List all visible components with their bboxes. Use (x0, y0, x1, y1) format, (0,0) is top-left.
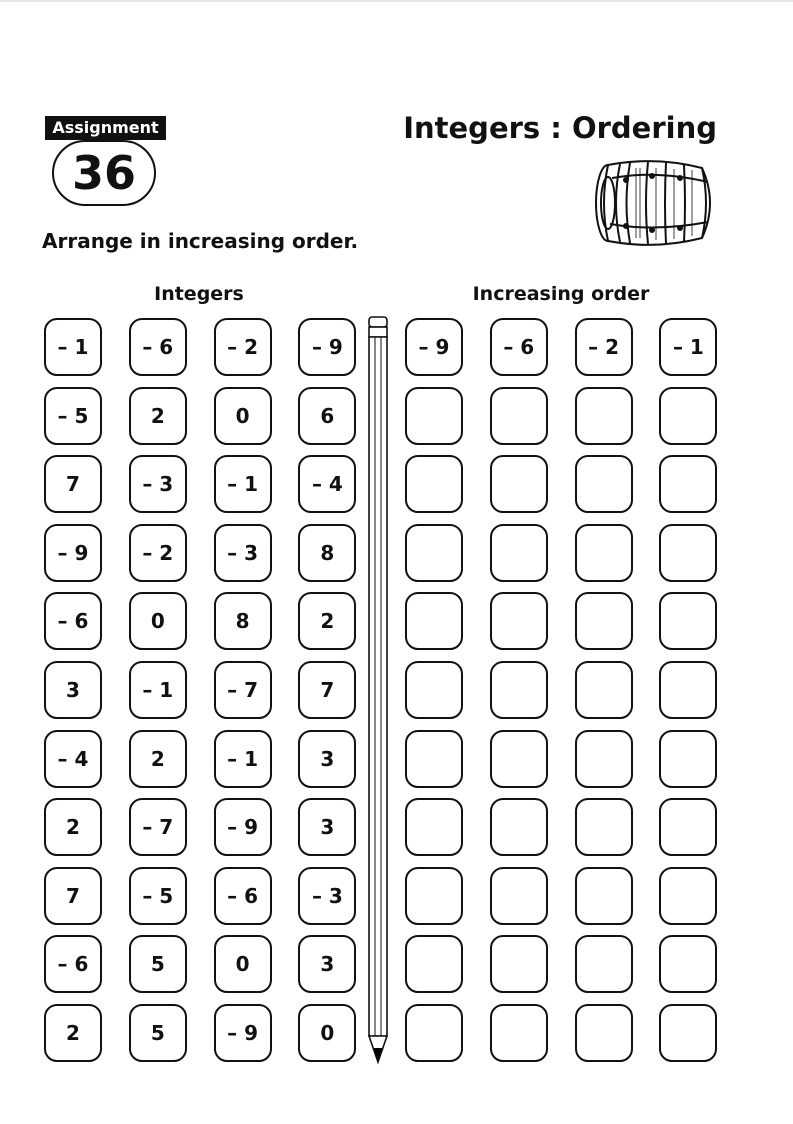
answer-box[interactable] (490, 867, 548, 925)
answer-box[interactable]: – 6 (490, 318, 548, 376)
answer-row (405, 661, 717, 719)
answer-box[interactable] (575, 1004, 633, 1062)
answer-row (405, 524, 717, 582)
answer-box[interactable] (490, 387, 548, 445)
integer-box: – 7 (129, 798, 187, 856)
answer-box[interactable] (405, 1004, 463, 1062)
answer-box[interactable] (490, 1004, 548, 1062)
answer-row (405, 592, 717, 650)
integer-row (44, 387, 356, 445)
integer-box: – 3 (214, 524, 272, 582)
integer-box: 0 (214, 387, 272, 445)
integer-box: – 6 (214, 867, 272, 925)
page-top-border (0, 0, 793, 2)
integer-row (44, 798, 356, 856)
answer-box[interactable] (659, 592, 717, 650)
integer-row (44, 455, 356, 513)
answer-box[interactable] (575, 387, 633, 445)
integer-box: – 9 (214, 1004, 272, 1062)
integer-row (44, 1004, 356, 1062)
integer-box: – 6 (44, 592, 102, 650)
integer-row (44, 935, 356, 993)
barrel-icon (590, 160, 720, 246)
answer-box[interactable] (405, 524, 463, 582)
answer-box[interactable] (405, 387, 463, 445)
integer-row (44, 661, 356, 719)
integer-box: 0 (214, 935, 272, 993)
answer-box[interactable] (575, 730, 633, 788)
integer-box: – 9 (44, 524, 102, 582)
answer-box[interactable] (405, 661, 463, 719)
integer-box: 7 (298, 661, 356, 719)
answer-row (405, 730, 717, 788)
answer-box[interactable] (659, 730, 717, 788)
answer-box[interactable] (490, 798, 548, 856)
integer-box: 7 (44, 867, 102, 925)
page-title: Integers : Ordering (403, 111, 717, 145)
answer-box[interactable]: – 1 (659, 318, 717, 376)
answer-box[interactable] (659, 387, 717, 445)
answer-row (405, 1004, 717, 1062)
answer-box[interactable] (490, 730, 548, 788)
integer-box: – 2 (214, 318, 272, 376)
integer-box: 0 (298, 1004, 356, 1062)
integer-row (44, 730, 356, 788)
integer-box: – 4 (298, 455, 356, 513)
answer-box[interactable] (575, 867, 633, 925)
integer-box: 2 (44, 1004, 102, 1062)
integer-box: – 1 (44, 318, 102, 376)
integer-box: 2 (129, 387, 187, 445)
answer-row (405, 867, 717, 925)
answer-box[interactable] (575, 798, 633, 856)
integer-box: 2 (129, 730, 187, 788)
answer-box[interactable] (490, 661, 548, 719)
answer-box[interactable] (405, 935, 463, 993)
answer-box[interactable] (490, 935, 548, 993)
integer-box: 3 (44, 661, 102, 719)
pencil-icon (366, 316, 390, 1068)
integer-box: 5 (129, 1004, 187, 1062)
answer-box[interactable] (575, 935, 633, 993)
integer-box: – 3 (129, 455, 187, 513)
integer-box: – 2 (129, 524, 187, 582)
answer-box[interactable] (659, 455, 717, 513)
answer-row (405, 798, 717, 856)
integer-box: 8 (214, 592, 272, 650)
answer-box[interactable] (659, 661, 717, 719)
assignment-number: 36 (52, 140, 156, 206)
integers-heading: Integers (154, 283, 244, 305)
integer-box: – 5 (129, 867, 187, 925)
answer-box[interactable] (490, 524, 548, 582)
answer-box[interactable] (405, 867, 463, 925)
integer-box: 0 (129, 592, 187, 650)
answer-box[interactable] (659, 798, 717, 856)
answer-box[interactable] (405, 592, 463, 650)
instruction-text: Arrange in increasing order. (42, 229, 359, 253)
answer-box[interactable] (659, 935, 717, 993)
integer-box: – 1 (214, 730, 272, 788)
integer-box: 6 (298, 387, 356, 445)
increasing-order-heading: Increasing order (472, 283, 650, 305)
integer-box: 2 (298, 592, 356, 650)
answer-box[interactable] (490, 455, 548, 513)
answer-box[interactable] (575, 592, 633, 650)
integer-row (44, 592, 356, 650)
integer-box: – 6 (129, 318, 187, 376)
answer-box[interactable] (405, 730, 463, 788)
integer-box: – 5 (44, 387, 102, 445)
answer-row (405, 455, 717, 513)
answer-box[interactable] (575, 455, 633, 513)
answer-box[interactable] (575, 524, 633, 582)
integer-box: 3 (298, 798, 356, 856)
answer-grid (405, 318, 717, 1073)
answer-box[interactable] (659, 524, 717, 582)
integer-box: 8 (298, 524, 356, 582)
integer-box: – 3 (298, 867, 356, 925)
integer-row (44, 867, 356, 925)
integer-box: – 9 (214, 798, 272, 856)
integer-box: 2 (44, 798, 102, 856)
answer-box[interactable] (659, 867, 717, 925)
integer-box: – 1 (214, 455, 272, 513)
integer-box: – 9 (298, 318, 356, 376)
answer-row (405, 318, 717, 376)
answer-box[interactable] (659, 1004, 717, 1062)
integer-box: 3 (298, 730, 356, 788)
answer-box[interactable]: – 2 (575, 318, 633, 376)
integer-row (44, 318, 356, 376)
integer-box: 3 (298, 935, 356, 993)
answer-box[interactable] (575, 661, 633, 719)
integer-box: – 1 (129, 661, 187, 719)
answer-row (405, 387, 717, 445)
integer-box: – 6 (44, 935, 102, 993)
answer-box[interactable] (490, 592, 548, 650)
integer-row (44, 524, 356, 582)
integer-box: – 7 (214, 661, 272, 719)
integer-box: 5 (129, 935, 187, 993)
answer-box[interactable] (405, 798, 463, 856)
answer-box[interactable] (405, 455, 463, 513)
assignment-label: Assignment (45, 116, 166, 140)
integer-box: 7 (44, 455, 102, 513)
answer-row (405, 935, 717, 993)
integer-box: – 4 (44, 730, 102, 788)
answer-box[interactable]: – 9 (405, 318, 463, 376)
integers-grid (44, 318, 356, 1073)
